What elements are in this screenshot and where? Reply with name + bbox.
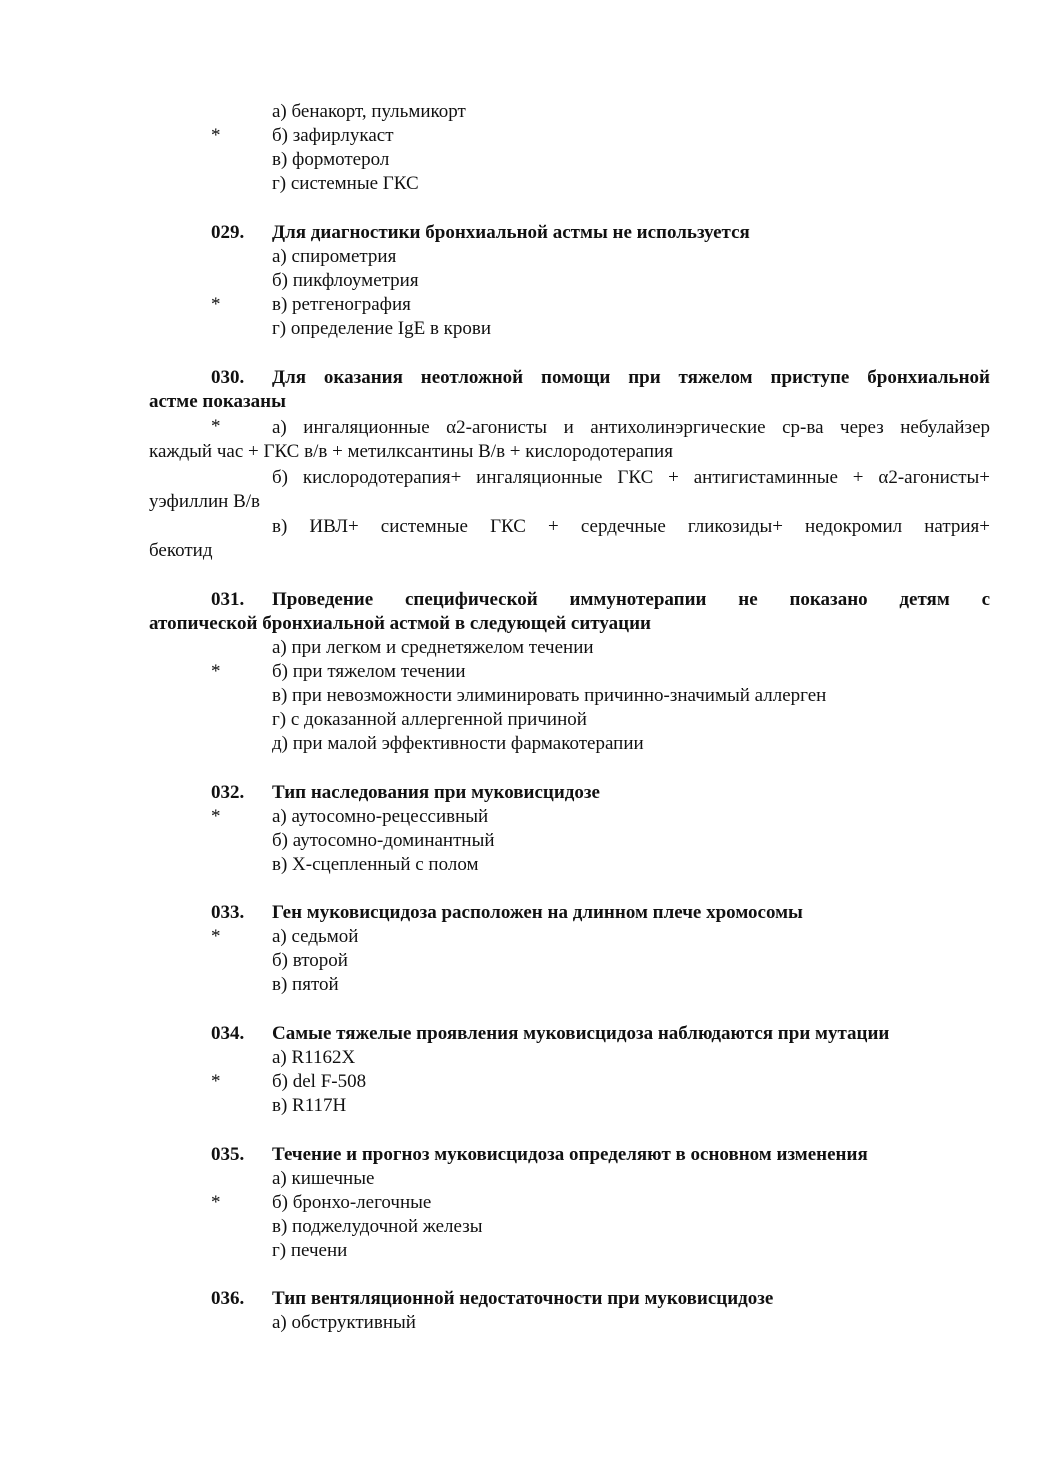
option-b: б) второй (272, 950, 348, 971)
correct-marker: * (211, 1192, 221, 1213)
option-c: в) Х-сцепленный с полом (272, 854, 479, 875)
option-c-line2: бекотид (149, 540, 213, 561)
option-c: в) при невозможности элиминировать причинно-значимый аллерген (272, 685, 827, 706)
question-text: Для диагностики бронхиальной астмы не используется (272, 222, 750, 243)
option-e: д) при малой эффективности фармакотерапии (272, 733, 644, 754)
question-number: 030. (211, 367, 245, 388)
option-a: а) при легком и среднетяжелом течении (272, 637, 594, 658)
option-c-line1: в) ИВЛ+ системные ГКС + сердечные гликозиды+ недокромил натрия+ (272, 516, 990, 537)
question-text: Тип вентяляционной недостаточности при муковисцидозе (272, 1288, 774, 1309)
option-b: б) зафирлукаст (272, 125, 394, 146)
option-c: в) формотерол (272, 149, 390, 170)
question-number: 031. (211, 589, 245, 610)
option-a: а) R1162X (272, 1047, 356, 1068)
option-d: г) системные ГКС (272, 173, 419, 194)
question-text-line2: атопической бронхиальной астмой в следующей ситуации (149, 613, 651, 634)
option-b: б) пикфлоуметрия (272, 270, 419, 291)
option-c: в) R117H (272, 1095, 347, 1116)
question-number: 029. (211, 222, 245, 243)
option-a: а) седьмой (272, 926, 359, 947)
question-text-line1: Проведение специфической иммунотерапии не показано детям с (272, 589, 990, 610)
question-number: 033. (211, 902, 245, 923)
question-number: 035. (211, 1144, 245, 1165)
question-text-line1: Для оказания неотложной помощи при тяжелом приступе бронхиальной (272, 367, 990, 388)
option-a: а) обструктивный (272, 1312, 416, 1333)
correct-marker: * (211, 926, 221, 947)
question-text: Ген муковисцидоза расположен на длинном плече хромосомы (272, 902, 803, 923)
option-a: а) спирометрия (272, 246, 397, 267)
question-number: 034. (211, 1023, 245, 1044)
question-number: 032. (211, 782, 245, 803)
correct-marker: * (211, 806, 221, 827)
option-b: б) при тяжелом течении (272, 661, 466, 682)
option-d: г) определение IgE в крови (272, 318, 492, 339)
correct-marker: * (211, 661, 221, 682)
option-a: а) аутосомно-рецессивный (272, 806, 489, 827)
correct-marker: * (211, 1071, 221, 1092)
option-d: г) печени (272, 1240, 348, 1261)
correct-marker: * (211, 125, 221, 146)
question-text: Течение и прогноз муковисцидоза определяют в основном изменения (272, 1144, 868, 1165)
option-a-line2: каждый час + ГКС в/в + метилксантины В/в + кислородотерапия (149, 441, 673, 462)
option-b: б) бронхо-легочные (272, 1192, 432, 1213)
question-text: Самые тяжелые проявления муковисцидоза наблюдаются при мутации (272, 1023, 890, 1044)
option-c: в) поджелудочной железы (272, 1216, 483, 1237)
question-text: Тип наследования при муковисцидозе (272, 782, 600, 803)
option-b-line2: уэфиллин В/в (149, 491, 260, 512)
option-a-line1: а) ингаляционные α2-агонисты и антихолинэргические ср-ва через небулайзер (272, 417, 990, 438)
option-d: г) с доказанной аллергенной причиной (272, 709, 587, 730)
correct-marker: * (211, 294, 221, 315)
option-b: б) аутосомно-доминантный (272, 830, 495, 851)
option-c: в) ретгенография (272, 294, 411, 315)
option-a: а) кишечные (272, 1168, 375, 1189)
option-b: б) del F-508 (272, 1071, 367, 1092)
correct-marker: * (211, 416, 221, 437)
question-number: 036. (211, 1288, 245, 1309)
option-c: в) пятой (272, 974, 339, 995)
option-a: а) бенакорт, пульмикорт (272, 101, 466, 122)
question-text-line2: астме показаны (149, 391, 286, 412)
option-b-line1: б) кислородотерапия+ ингаляционные ГКС + антигистаминные + α2-агонисты+ (272, 467, 990, 488)
